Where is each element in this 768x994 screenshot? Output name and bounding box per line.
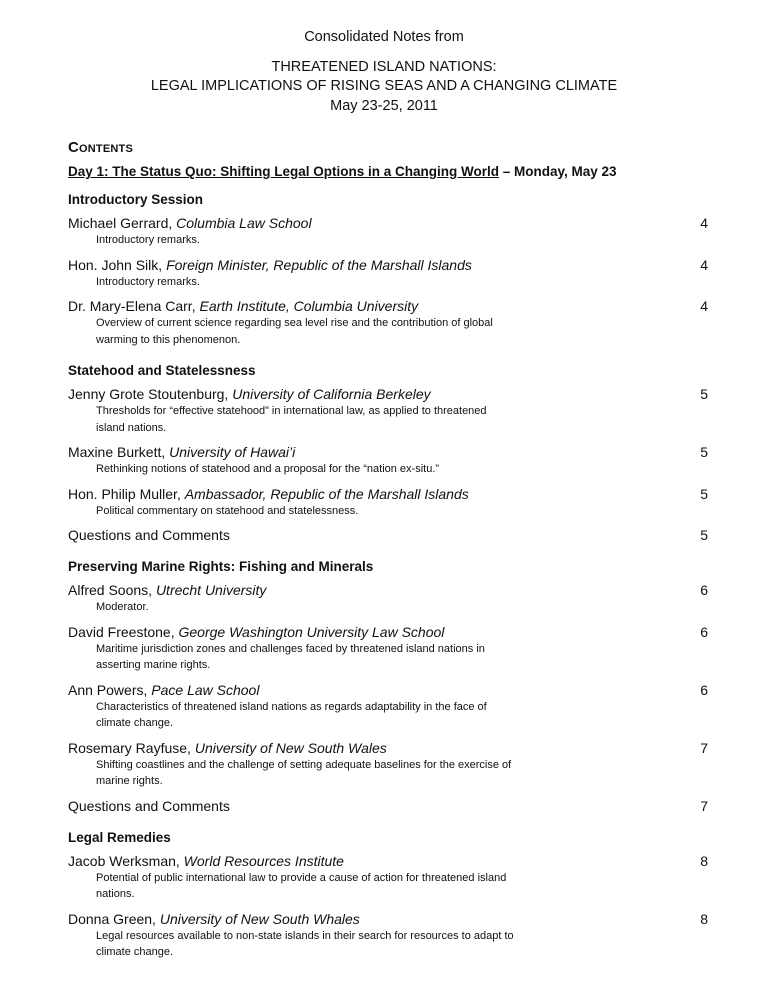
- section-heading: Introductory Session: [68, 192, 204, 207]
- entry-title: [68, 256, 708, 274]
- toc-entry[interactable]: [68, 797, 708, 815]
- entry-title: [68, 910, 708, 928]
- day-heading: [68, 163, 708, 191]
- toc-entry[interactable]: [68, 910, 708, 961]
- speaker-affiliation: World Resources Institute: [183, 852, 344, 869]
- entry-description: Thresholds for “effective statehood” in international law, as applied to threatened island nations.: [96, 405, 487, 434]
- toc-entry[interactable]: [68, 623, 708, 674]
- speaker-affiliation: Pace Law School: [151, 681, 260, 698]
- entry-description: Rethinking notions of statehood and a proposal for the “nation ex-situ.”: [96, 463, 440, 475]
- speaker-name: Alfred Soons,: [68, 582, 156, 598]
- page-number: 6: [700, 681, 708, 698]
- speaker-name: Questions and Comments: [68, 797, 230, 814]
- entry-title: [68, 385, 708, 403]
- speaker-name: David Freestone,: [68, 623, 179, 640]
- speaker-name: Michael Gerrard,: [68, 215, 177, 231]
- speaker-name: Dr. Mary-Elena Carr,: [68, 298, 200, 314]
- speaker-affiliation: University of New South Wales: [194, 739, 387, 756]
- speaker-affiliation: Columbia Law School: [176, 215, 312, 231]
- entry-title: [68, 581, 708, 599]
- page-number: 8: [700, 852, 708, 869]
- title-line: THREATENED ISLAND NATIONS:: [271, 58, 497, 75]
- entry-title: [68, 214, 708, 232]
- toc-entry[interactable]: [68, 581, 708, 616]
- entry-title: [68, 526, 708, 544]
- speaker-name: Ann Powers,: [68, 681, 152, 698]
- speaker-affiliation: University of New South Whales: [159, 910, 360, 927]
- entry-description: Characteristics of threatened island nations as regards adaptability in the face of climate change.: [96, 700, 487, 729]
- entry-description: Introductory remarks.: [96, 275, 200, 288]
- speaker-affiliation: Earth Institute, Columbia University: [199, 298, 419, 314]
- section-heading: Preserving Marine Rights: Fishing and Minerals: [68, 559, 374, 574]
- page-number: 5: [700, 527, 708, 543]
- speaker-affiliation: George Washington University Law School: [178, 623, 445, 640]
- entry-description: Maritime jurisdiction zones and challenges faced by threatened island nations in asserting marine rights.: [96, 642, 485, 671]
- speaker-name: Hon. John Silk,: [68, 256, 167, 273]
- toc-entry[interactable]: [68, 485, 708, 520]
- section-heading: Legal Remedies: [68, 829, 171, 845]
- page-number: 7: [700, 797, 708, 814]
- speaker-name: Donna Green,: [68, 910, 160, 927]
- toc-entry[interactable]: [68, 443, 708, 478]
- section-heading: Statehood and Statelessness: [68, 363, 256, 378]
- speaker-name: Jenny Grote Stoutenburg,: [68, 386, 233, 402]
- entry-description: Overview of current science regarding sea level rise and the contribution of global warming to this phenomenon.: [96, 317, 493, 346]
- toc-entry[interactable]: [68, 852, 708, 903]
- document-title: [0, 28, 768, 116]
- toc-entry[interactable]: [68, 385, 708, 436]
- page-number: 6: [700, 582, 708, 598]
- entry-title: [68, 852, 708, 870]
- contents-heading: Contents: [68, 139, 133, 156]
- day-date: – Monday, May 23: [499, 164, 617, 179]
- entry-title: [68, 443, 708, 461]
- page-number: 5: [700, 386, 708, 402]
- speaker-affiliation: University of Hawai’i: [169, 444, 296, 460]
- speaker-name: Maxine Burkett,: [68, 444, 170, 460]
- toc-entry[interactable]: [68, 681, 708, 732]
- entry-description: Introductory remarks.: [96, 234, 200, 246]
- entry-title: [68, 297, 708, 315]
- toc-entry[interactable]: [68, 739, 708, 790]
- page-number: 4: [700, 298, 708, 314]
- page-number: 8: [700, 910, 708, 927]
- entry-title: [68, 797, 708, 815]
- entry-description: Shifting coastlines and the challenge of setting adequate baselines for the exercise of marine rights.: [96, 758, 512, 787]
- page-number: 6: [700, 623, 708, 640]
- entry-title: [68, 485, 708, 503]
- toc-entry[interactable]: [68, 526, 708, 544]
- table-of-contents: [68, 139, 708, 968]
- entry-title: [68, 739, 708, 757]
- toc-entry[interactable]: [68, 297, 708, 348]
- toc-entry[interactable]: [68, 256, 708, 291]
- speaker-name: Jacob Werksman,: [68, 852, 184, 869]
- page-number: 5: [700, 485, 708, 502]
- entry-description: Potential of public international law to provide a cause of action for threatened island nations.: [96, 871, 507, 900]
- toc-entry[interactable]: [68, 214, 708, 249]
- speaker-name: Hon. Philip Muller,: [68, 485, 185, 502]
- title-line: May 23-25, 2011: [330, 97, 438, 114]
- page-number: 4: [700, 215, 708, 231]
- day-title-link[interactable]: Day 1: The Status Quo: Shifting Legal Options in a Changing World: [68, 164, 500, 179]
- page-number: 5: [700, 444, 708, 460]
- page-number: 4: [700, 256, 708, 273]
- speaker-name: Questions and Comments: [68, 527, 230, 543]
- sections: [68, 191, 708, 961]
- entry-title: [68, 681, 708, 699]
- title-line: LEGAL IMPLICATIONS OF RISING SEAS AND A CHANGING CLIMATE: [150, 78, 618, 94]
- entry-description: Political commentary on statehood and statelessness.: [96, 504, 359, 517]
- entry-title: [68, 623, 708, 641]
- entry-description: Legal resources available to non-state islands in their search for resources to adapt to climate change.: [96, 929, 514, 958]
- title-line: Consolidated Notes from: [304, 29, 464, 45]
- entry-description: Moderator.: [96, 601, 149, 613]
- speaker-name: Rosemary Rayfuse,: [68, 739, 195, 756]
- speaker-affiliation: Foreign Minister, Republic of the Marshall Islands: [166, 256, 472, 273]
- page-number: 7: [700, 739, 708, 756]
- speaker-affiliation: Ambassador, Republic of the Marshall Islands: [184, 485, 469, 502]
- speaker-affiliation: University of California Berkeley: [232, 386, 431, 402]
- speaker-affiliation: Utrecht University: [155, 582, 267, 598]
